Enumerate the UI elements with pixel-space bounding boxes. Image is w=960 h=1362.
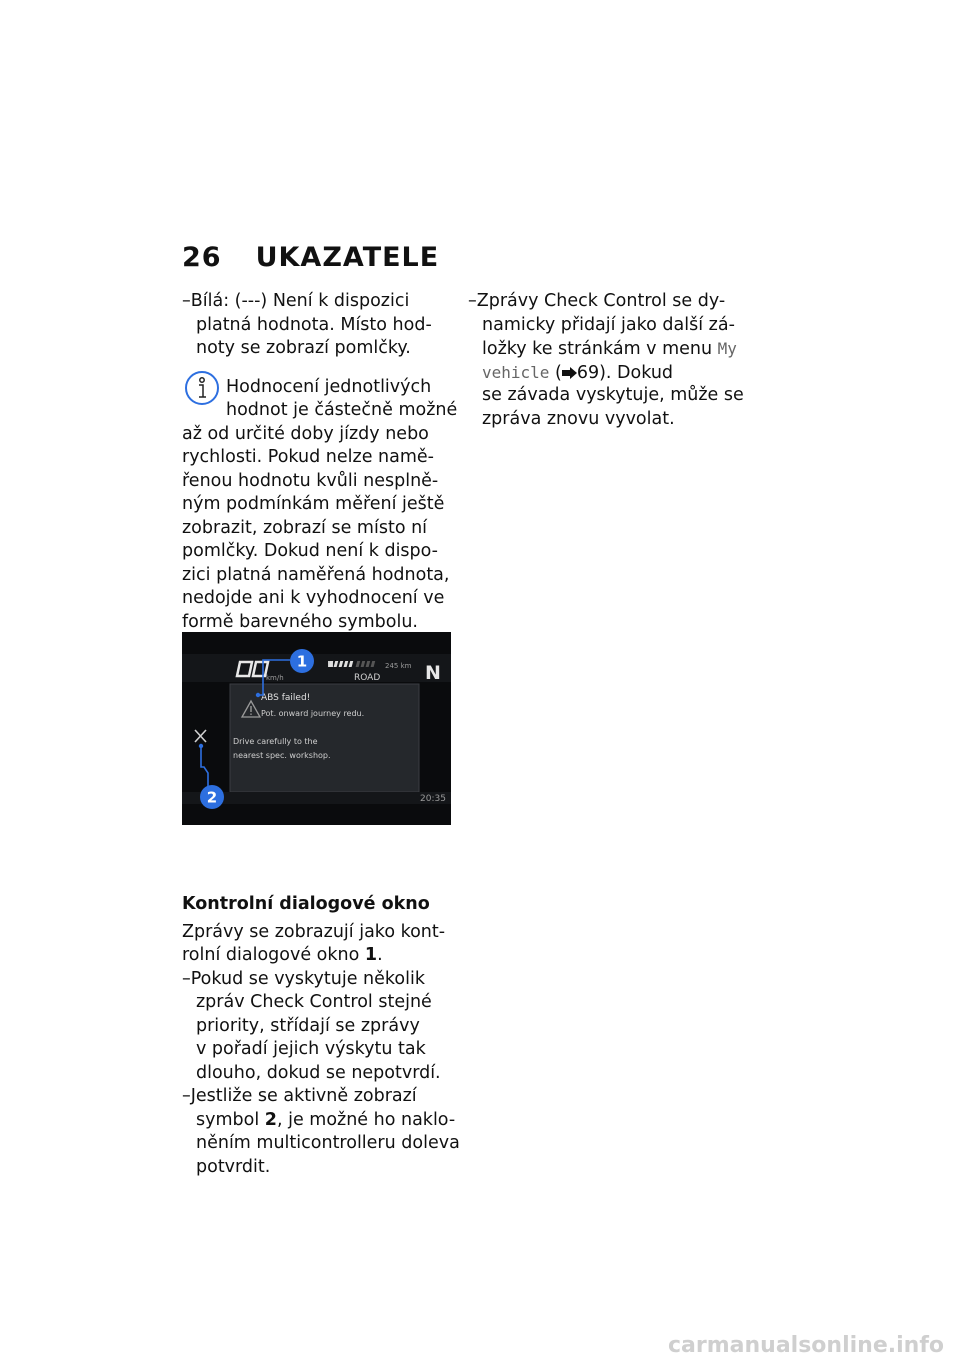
text-line: formě barevného symbolu. [182, 611, 418, 632]
text-line: něním multicontrolleru doleva [196, 1133, 460, 1153]
clock: 20:35 [420, 794, 446, 804]
text-line: priority, střídají se zprávy [196, 1015, 420, 1036]
speed-unit: km/h [266, 674, 284, 682]
text-line: řenou hodnotu kvůli nesplně- [182, 470, 439, 491]
text-line: –Jestliže se aktivně zobrazí [182, 1086, 417, 1106]
advice-line-1: Drive carefully to the [233, 737, 318, 746]
callout-2-label: 2 [206, 788, 218, 807]
text-line [182, 944, 454, 968]
text-line: zici platná naměřená hodnota, [182, 564, 450, 585]
text-line: rychlosti. Pokud nelze namě- [182, 447, 434, 467]
range-readout: 245 km [385, 662, 412, 670]
bullet-priority [182, 968, 454, 1086]
callout-anchor-1 [256, 693, 260, 697]
text-line: potvrdit. [196, 1156, 271, 1177]
callout-ref-2: 2 [264, 1109, 277, 1130]
watermark: carmanualsonline.info [668, 1333, 944, 1358]
warning-title: ABS failed! [261, 693, 311, 703]
info-icon [184, 370, 220, 406]
text-span: symbol [196, 1109, 265, 1130]
text-line: pomlčky. Dokud není k dispo- [182, 541, 438, 561]
gear-indicator: N [425, 662, 441, 684]
callout-1-label: 1 [296, 652, 308, 671]
display-figure [182, 632, 451, 825]
text-line: zobrazit, zobrazí se místo ní [182, 517, 428, 538]
text-line: ným podmínkám měření ještě [182, 494, 445, 514]
page-number: 26 [182, 242, 222, 273]
text-line: Zprávy se zobrazují jako kont- [182, 921, 446, 942]
menu-name: vehicle [482, 362, 550, 382]
page-ref: 69 [576, 362, 600, 383]
text-line: –Pokud se vyskytuje několik [182, 968, 425, 989]
text-line [182, 1109, 454, 1133]
text-line [468, 361, 736, 385]
text-line: platná hodnota. Místo hod- [196, 314, 432, 335]
riding-mode: ROAD [354, 673, 381, 683]
page-header [182, 242, 439, 273]
chapter-title: UKAZATELE [255, 242, 440, 273]
text-line: –Zprávy Check Control se dy- [468, 291, 726, 311]
arrow-ref-icon [562, 363, 577, 375]
text-span: ( [549, 362, 562, 383]
warning-subtitle: Pot. onward journey redu. [261, 709, 365, 718]
text-line: noty se zobrazí pomlčky. [196, 338, 411, 358]
text-span: ). Dokud [599, 362, 674, 383]
text-span: ložky ke stránkám v menu [482, 339, 718, 359]
text-line: Hodnocení jednotlivých [226, 376, 432, 397]
text-span: rolní dialogové okno [182, 945, 365, 965]
text-line: v pořadí jejich výskytu tak [196, 1039, 426, 1059]
text-line: namicky přidají jako další zá- [482, 314, 735, 335]
tft-display [182, 632, 451, 825]
callout-ref-1: 1 [364, 945, 378, 965]
bullet-white [182, 290, 454, 361]
text-line: zpráv Check Control stejné [196, 992, 432, 1012]
text-line: nedojde ani k vyhodnocení ve [182, 588, 445, 608]
text-line: zpráva znovu vyvolat. [482, 408, 675, 429]
text-line [468, 337, 736, 361]
text-span: , je možné ho naklo- [276, 1109, 456, 1130]
callout-anchor-2 [199, 744, 203, 748]
right-column [468, 290, 744, 431]
text-line: dlouho, dokud se nepotvrdí. [196, 1062, 441, 1083]
bullet-symbol [182, 1085, 460, 1179]
section-heading: Kontrolní dialogové okno [182, 894, 430, 914]
advice-line-2: nearest spec. workshop. [233, 751, 331, 760]
text-span: . [377, 945, 383, 965]
text-line: až od určité doby jízdy nebo [182, 423, 429, 444]
text-line: se závada vyskytuje, může se [482, 385, 744, 405]
menu-name: My [717, 339, 737, 358]
info-note [182, 376, 458, 635]
text-line: hodnot je částečně možné [226, 400, 458, 420]
text-line: –Bílá: (---) Není k dispozici [182, 291, 410, 311]
